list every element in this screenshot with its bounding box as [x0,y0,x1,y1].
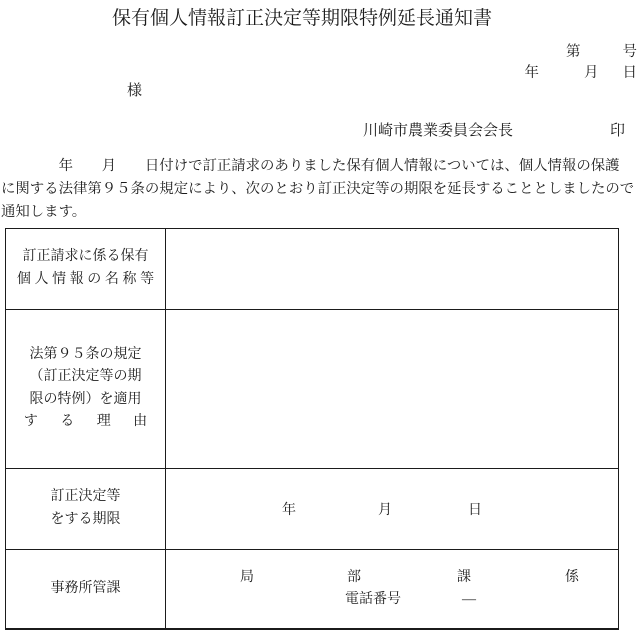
deadline-label: 訂正決定等 をする期限 [6,469,166,550]
division-label: 課 [457,569,471,585]
office-label: 事務所管課 [6,549,166,629]
reason-label: 法第９５条の規定 （訂正決定等の期 限の特例）を適用 す る 理 由 [6,309,166,468]
held-info-name-value [166,229,619,310]
department-label: 部 [347,569,361,585]
deadline-month-label: 月 [378,502,392,518]
table-row-reason [6,309,619,468]
office-fields [166,550,618,628]
phone-number-dash: ― [462,591,476,607]
table-row-deadline [6,469,619,550]
date-year-label: 年 [524,65,539,81]
date-day-label: 日 [622,65,637,81]
doc-number-prefix: 第 [566,44,581,60]
held-info-name-label: 訂正請求に係る保有 個人情報の名称等 [6,229,166,310]
issue-date-line [525,61,638,82]
deadline-year-label: 年 [282,502,296,518]
deadline-day-label: 日 [468,502,482,518]
doc-number-suffix: 号 [622,44,637,60]
body-line: に関する法律第９５条の規定により、次のとおり訂正決定等の期限を延長することとしましたので [1,180,635,197]
seal-mark: 印 [610,123,626,139]
form-table [5,228,619,630]
table-row-held-info-name [6,229,619,310]
body-line: 通知します。 [1,203,87,220]
date-month-label: 月 [584,65,599,81]
bureau-label: 局 [240,569,254,585]
office-org-line [166,567,618,589]
deadline-date-fields [166,469,618,549]
addressee-suffix: 様 [127,83,143,99]
sender-name: 川崎市農業委員会会長 [363,123,514,139]
office-phone-line [166,589,618,611]
document-title: 保有個人情報訂正決定等期限特例延長通知書 [112,8,493,29]
section-label: 係 [565,569,579,585]
table-row-office [6,549,619,629]
deadline-value [166,469,619,550]
office-value [166,549,619,629]
sender-line [0,119,638,139]
body-line: 年 月 日付けで訂正請求のありました保有個人情報については、個人情報の保護 [1,158,620,174]
body-paragraph [1,155,637,223]
doc-number-line [566,40,637,61]
reason-value [166,309,619,468]
phone-number-label: 電話番号 [345,591,401,607]
